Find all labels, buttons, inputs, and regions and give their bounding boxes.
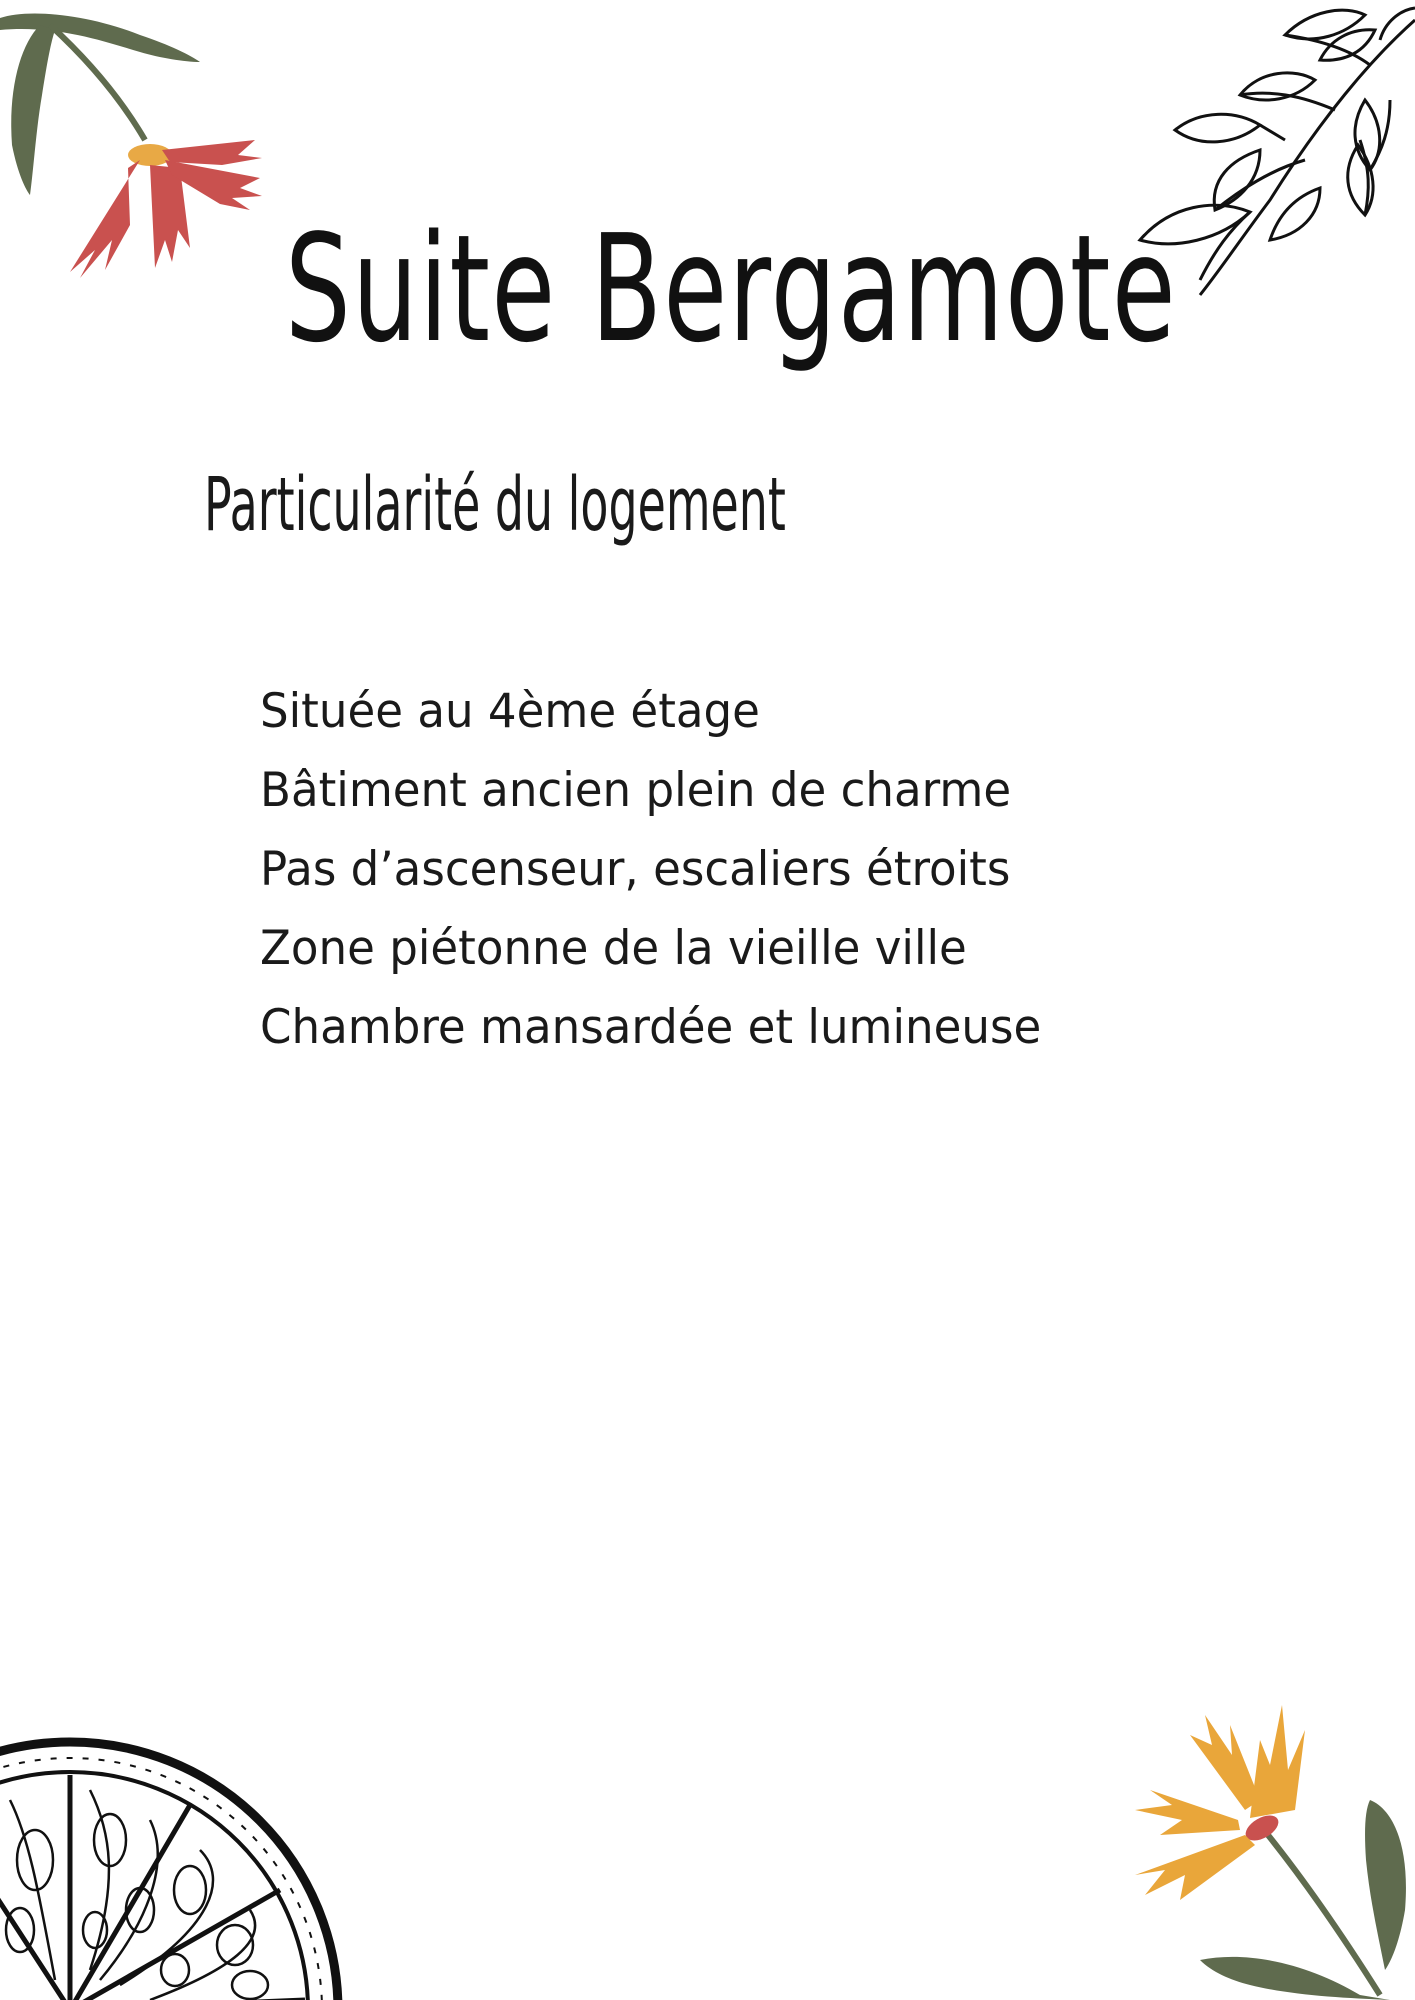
- feature-item: Bâtiment ancien plein de charme: [260, 763, 1012, 818]
- feature-item: Située au 4ème étage: [260, 684, 760, 739]
- feature-item: Chambre mansardée et lumineuse: [260, 1000, 1042, 1055]
- section-subtitle: Particularité du logement: [204, 462, 786, 548]
- page-title: Suite Bergamote: [285, 203, 1177, 375]
- citrus-slice-icon: [0, 1680, 350, 2000]
- features-list: [260, 672, 1074, 1067]
- feature-item: Zone piétonne de la vieille ville: [260, 921, 967, 976]
- red-flower-icon: [0, 0, 270, 280]
- feature-item: Pas d’ascenseur, escaliers étroits: [260, 842, 1011, 897]
- yellow-flower-icon: [1120, 1700, 1415, 2000]
